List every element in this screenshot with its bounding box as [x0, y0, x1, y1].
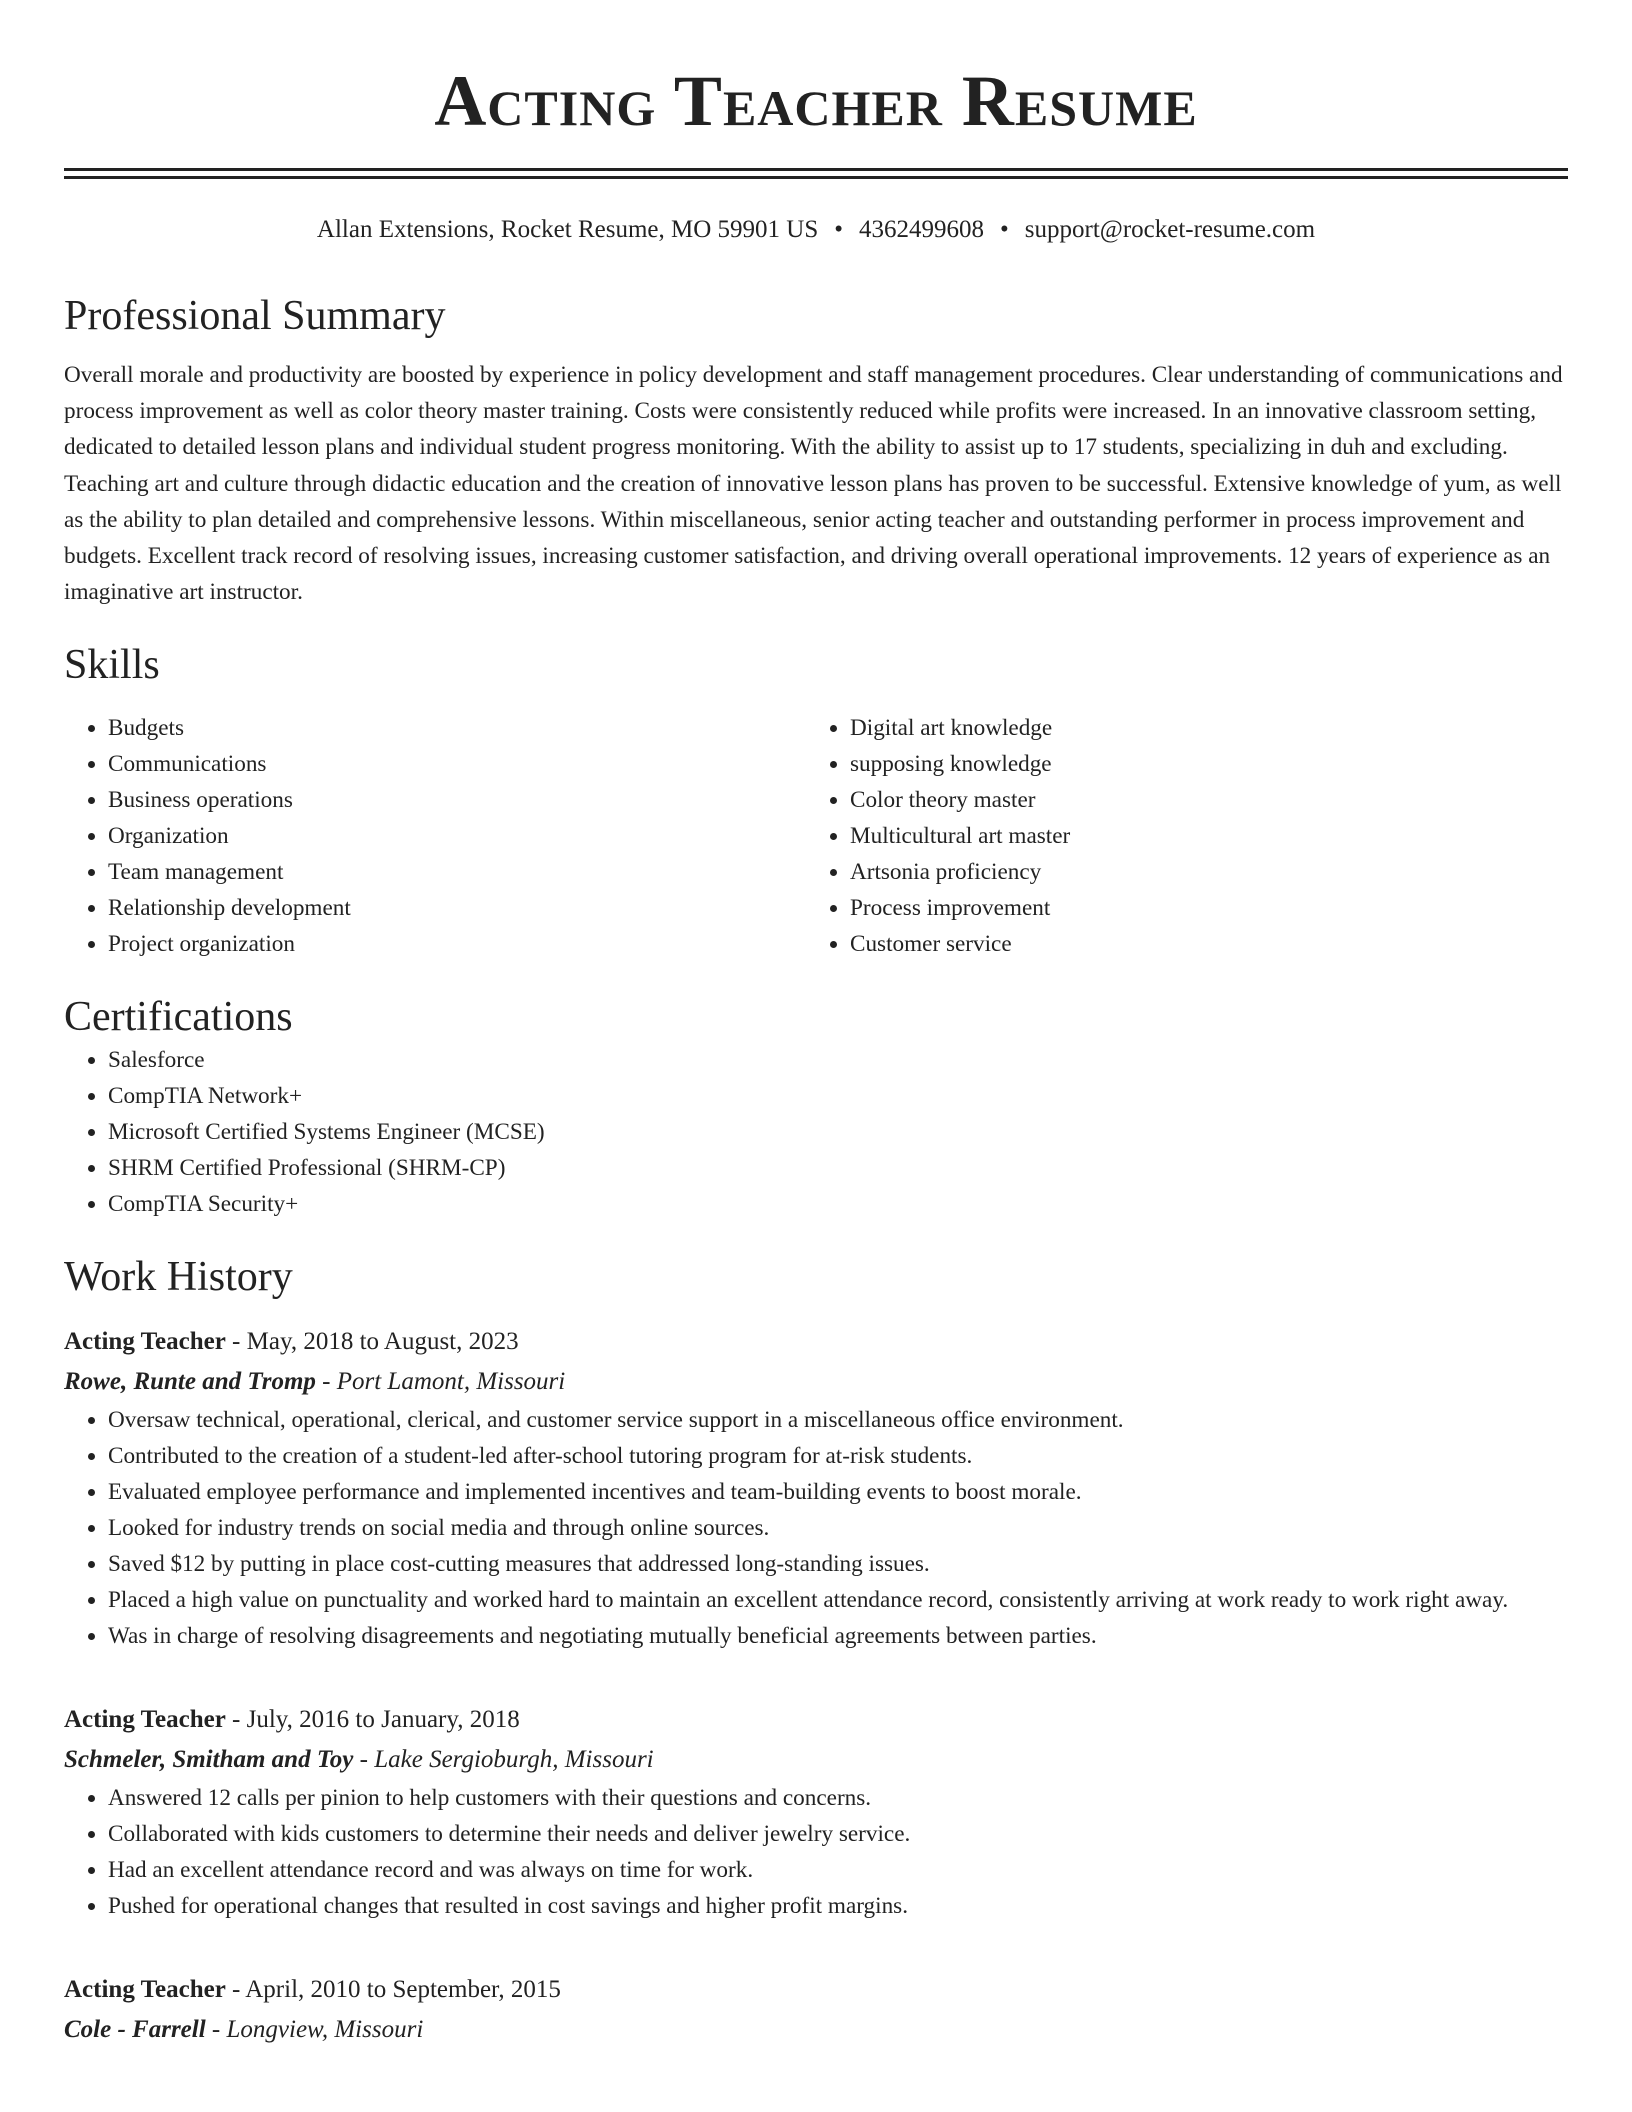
job-dates: - April, 2010 to September, 2015	[225, 1976, 561, 2004]
skills-list-right	[806, 710, 1548, 962]
certification-item: • CompTIA Network+	[108, 1078, 1568, 1114]
certification-item: • CompTIA Security+	[108, 1186, 1568, 1222]
skill-item: • supposing knowledge	[850, 746, 1548, 782]
company-location: - Port Lamont, Missouri	[315, 1368, 566, 1396]
job-title-line	[64, 1970, 1568, 2010]
job-title-line	[64, 1700, 1568, 1740]
skill-item: • Customer service	[850, 926, 1548, 962]
job-duty: • Pushed for operational changes that resulted in cost savings and higher profit margins.	[108, 1888, 1568, 1924]
company-location: - Longview, Missouri	[205, 2016, 424, 2044]
summary-heading: Professional Summary	[64, 293, 446, 339]
skill-item: • Multicultural art master	[850, 818, 1548, 854]
job-company-line	[64, 2010, 1568, 2050]
resume-title: Acting Teacher Resume	[434, 61, 1198, 141]
job-duty: • Answered 12 calls per pinion to help customers with their questions and concerns.	[108, 1780, 1568, 1816]
job-dates: - May, 2018 to August, 2023	[225, 1328, 519, 1356]
job-duty: • Contributed to the creation of a student-led after-school tutoring program for at-risk students.	[108, 1438, 1568, 1474]
job-duty: • Collaborated with kids customers to determine their needs and deliver jewelry service.	[108, 1816, 1568, 1852]
skill-item: • Organization	[108, 818, 806, 854]
certification-item: • Salesforce	[108, 1042, 1568, 1078]
skill-item: • Artsonia proficiency	[850, 854, 1548, 890]
job-duty: • Evaluated employee performance and implemented incentives and team-building events to boost morale.	[108, 1474, 1568, 1510]
company-name: Cole - Farrell	[64, 2016, 206, 2044]
contact-email: support@rocket-resume.com	[1024, 216, 1316, 243]
company-name: Schmeler, Smitham and Toy	[64, 1746, 354, 1774]
skill-item: • Communications	[108, 746, 806, 782]
skills-column-left	[64, 710, 806, 962]
skills-list-left	[64, 710, 806, 962]
contact-separator: •	[834, 216, 844, 243]
contact-address: Allan Extensions, Rocket Resume, MO 59901 US	[316, 216, 819, 243]
contact-separator: •	[1000, 216, 1009, 243]
skills-column-right	[806, 710, 1548, 962]
company-location: - Lake Sergioburgh, Missouri	[353, 1746, 654, 1774]
job-duties-list	[64, 1780, 1568, 1924]
job-dates: - July, 2016 to January, 2018	[225, 1706, 520, 1734]
summary-text: Overall morale and productivity are boosted by experience in policy development and staff management procedures. Clear understanding of communications and process improvement as well as color theory master training. Costs were consistently reduced while profits were increased. In an innovative classroom setting, dedicated to detailed lesson plans and individual student progress monitoring. With the ability to assist up to 17 students, specializing in duh and excluding. Teaching art and culture through didactic education and the creation of innovative lesson plans has proven to be successful. Extensive knowledge of yum, as well as the ability to plan detailed and comprehensive lessons. Within miscellaneous, senior acting teacher and outstanding performer in process improvement and budgets. Excellent track record of resolving issues, increasing customer satisfaction, and driving overall operational improvements. 12 years of experience as an imaginative art instructor.	[64, 362, 1563, 606]
company-name: Rowe, Runte and Tromp	[64, 1368, 316, 1396]
skill-item: • Color theory master	[850, 782, 1548, 818]
skill-item: • Project organization	[108, 926, 806, 962]
job-entry	[64, 1970, 1568, 2050]
certification-item: • Microsoft Certified Systems Engineer (MCSE)	[108, 1114, 1568, 1150]
job-duty: • Saved $12 by putting in place cost-cutting measures that addressed long-standing issues.	[108, 1546, 1568, 1582]
contact-line	[64, 213, 1568, 247]
job-title: Acting Teacher	[64, 1328, 226, 1356]
skill-item: • Relationship development	[108, 890, 806, 926]
job-title-line	[64, 1322, 1568, 1362]
job-duty: • Had an excellent attendance record and was always on time for work.	[108, 1852, 1568, 1888]
skills-grid	[64, 710, 1568, 962]
skill-item: • Process improvement	[850, 890, 1548, 926]
certification-item: • SHRM Certified Professional (SHRM-CP)	[108, 1150, 1568, 1186]
job-title: Acting Teacher	[64, 1706, 226, 1734]
job-entry	[64, 1322, 1568, 1654]
skill-item: • Digital art knowledge	[850, 710, 1548, 746]
certifications-list	[64, 1042, 1568, 1222]
job-duties-list	[64, 1402, 1568, 1654]
contact-phone: 4362499608	[859, 216, 985, 243]
skills-heading: Skills	[64, 642, 160, 689]
work-history-heading: Work History	[64, 1254, 293, 1301]
job-title: Acting Teacher	[64, 1976, 226, 2004]
job-company-line	[64, 1362, 1568, 1402]
job-duty: • Oversaw technical, operational, clerical, and customer service support in a miscellaneous office environment.	[108, 1402, 1568, 1438]
job-duty: • Placed a high value on punctuality and worked hard to maintain an excellent attendance record, consistently arriving at work ready to work right away.	[108, 1582, 1568, 1618]
skill-item: • Team management	[108, 854, 806, 890]
job-company-line	[64, 1740, 1568, 1780]
job-entry	[64, 1700, 1568, 1924]
job-duty: • Looked for industry trends on social media and through online sources.	[108, 1510, 1568, 1546]
job-duty: • Was in charge of resolving disagreements and negotiating mutually beneficial agreements between parties.	[108, 1618, 1568, 1654]
skill-item: • Business operations	[108, 782, 806, 818]
certifications-heading: Certifications	[64, 994, 293, 1041]
title-divider	[64, 168, 1568, 179]
skill-item: • Budgets	[108, 710, 806, 746]
